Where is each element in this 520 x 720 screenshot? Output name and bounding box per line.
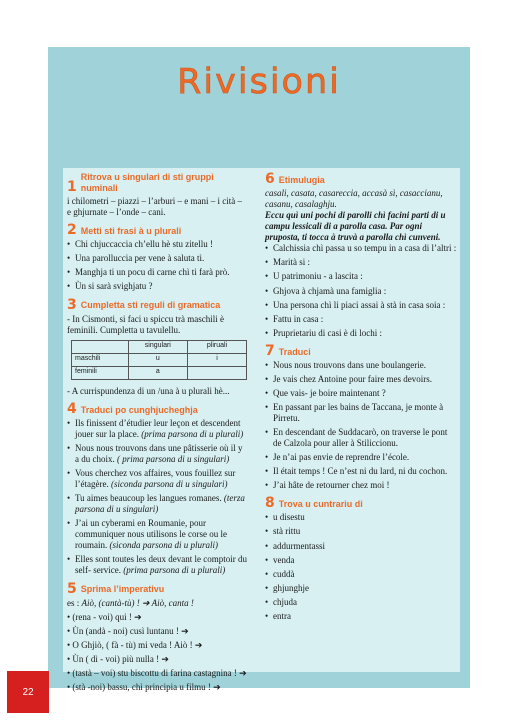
list-item: • Ghjova à chjamà una famiglia : (265, 286, 458, 297)
table-header: pliruali (188, 340, 247, 353)
exercise-4 (67, 402, 247, 577)
list-item: • (stà -noi) bassu, chì principia u filmu ! ➔ (67, 681, 221, 692)
exercise-text: casali, casata, casareccia, accasà sì, casaccianu, casanu, casalaghju. (265, 188, 443, 210)
exercise-title: Ritrova u singulari di sti gruppi numinali (80, 172, 214, 194)
exercise-text: i chilometri – piazzi – l’arburi – e mani – i cità – e ghjurnate – l’onde – cani. (67, 196, 242, 218)
exercise-5 (67, 582, 247, 693)
exercise-number: 7 (265, 342, 275, 359)
list-item: • J’ai un cyberami en Roumanie, pour communiquer nous utilisons le corse ou le roumain. (siconda parsona di u plurali) (67, 518, 247, 551)
table-cell: a (128, 366, 187, 379)
list-item: • (rena - voi) qui ! ➔ (67, 611, 142, 622)
exercise-title: Traduci po cunghjucheghja (80, 404, 198, 415)
table-cell: i (188, 353, 247, 366)
exercise-number: 8 (265, 495, 275, 512)
exercise-1 (67, 172, 247, 218)
list-item: • Il était temps ! Ce n’est ni du lard, ni du cochon. (265, 466, 458, 477)
table-header: singulari (128, 340, 187, 353)
list-item: • Je n’ai pas envie de reprendre l’école. (265, 452, 458, 463)
list-item: • Nous nous trouvons dans une boulangerie. (265, 360, 458, 371)
exercise-title: Etimulugia (278, 174, 325, 185)
table-cell: u (128, 353, 187, 366)
exercise-title: Traduci (278, 346, 311, 357)
list-item: • Fattu in casa : (265, 314, 458, 325)
table-row-label: femini​li (72, 366, 129, 379)
list-item: • Elles sont toutes les deux devant le comptoir du self- service. (prima parsona di u plurali) (67, 554, 247, 576)
exercise-number: 6 (265, 171, 275, 187)
list-item: • Nous nous trouvons dans une pâtisserie où il y a du choix. ( prima parsona di u singulari) (67, 443, 247, 465)
list-item: • Marità si : (265, 257, 458, 268)
list-item: • Chi chjuccaccia ch’ellu hè stu zitellu ! (67, 239, 247, 250)
exercise-number: 1 (67, 179, 77, 196)
exercise-text: - A currispundenza di un /una à u plurali hè... (67, 385, 230, 396)
exercise-8 (265, 496, 458, 622)
exercise-number: 2 (67, 222, 77, 239)
grammar-table (71, 340, 247, 380)
list-item: • Una persona chì li piaci assai à stà in casa soia : (265, 300, 458, 311)
exercise-6 (265, 172, 458, 339)
list-item: • ghjunghje (265, 583, 458, 594)
list-item: • Calchissia chì passa u so tempu in a casa di l’altri : (265, 243, 458, 254)
exercise-text: - In Cismonti, si faci u spiccu trà maschili è feminili. Cumpletta u tavulellu. (67, 313, 224, 335)
exercise-title: Metti sti frasi à u plurali (80, 226, 182, 237)
exercise-7 (265, 344, 458, 492)
right-column (265, 172, 458, 627)
table-cell (72, 340, 129, 353)
exercise-title: Trova u cuntrariu di (278, 499, 363, 510)
page-title: Rivisioni (177, 62, 341, 102)
exercise-instruction: Eccu quì uni pochi di parolli chì facini parti di u campu lessicali di a parolla casa. Par ogni pruposta, ti tocca à truvà a parolla chì cunveni. (265, 210, 446, 243)
list-item: • U patrimoniu - a lascita : (265, 271, 458, 282)
list-item: • Je vais chez Antoine pour faire mes devoirs. (265, 374, 458, 385)
exercise-number: 3 (67, 296, 77, 313)
list-item: • Una parolluccia per vene à saluta tì. (67, 253, 247, 264)
list-item: • stà rittu (265, 526, 458, 537)
list-item: • Ùn si sarà svighjatu ? (67, 281, 247, 292)
exercise-example: es : Aiò, (cantà-tù) ! ➔ Aiò, canta ! (67, 597, 194, 608)
list-item: • Manghja ti un pocu di carne chì ti farà prò. (67, 267, 247, 278)
list-item: • En passant par les bains de Taccana, je monte à Pirretu. (265, 402, 458, 424)
table-row-label: maschili (72, 353, 129, 366)
list-item: • Ils finissent d’étudier leur leçon et descendent jouer sur la place. (prima parsona di u plurali) (67, 418, 247, 440)
list-item: • entra (265, 611, 458, 622)
left-column (67, 172, 247, 698)
list-item: • u disestu (265, 512, 458, 523)
list-item: • Pruprietariu di casi è di lochi : (265, 328, 458, 339)
list-item: • Tu aimes beaucoup les langues romanes. (terza parsona di u singulari) (67, 493, 247, 515)
exercise-number: 4 (67, 400, 77, 417)
list-item: • chjuda (265, 597, 458, 608)
list-item: • En descendant de Suddacarò, on traverse le pont de Calzola pour aller à Stiliccionu. (265, 427, 458, 449)
list-item: • J’ai hâte de retourner chez moi ! (265, 480, 458, 491)
list-item: • Vous cherchez vos affaires, vous fouillez sur l’étagère. (siconda parsona di u singulari) (67, 468, 247, 490)
page-number: 22 (7, 671, 49, 713)
list-item: • addurmentassi (265, 541, 458, 552)
list-item: • Ùn (andà - noi) cusì luntanu ! ➔ (67, 625, 189, 636)
list-item: • venda (265, 555, 458, 566)
list-item: • O Ghjiò, ( fà - tù) mi veda ! Aiò ! ➔ (67, 639, 203, 650)
table-cell (188, 366, 247, 379)
exercise-2 (67, 223, 247, 292)
exercise-title: Sprima l’imperativu (80, 584, 165, 595)
list-item: • Que vais- je boire maintenant ? (265, 388, 458, 399)
exercise-3 (67, 298, 247, 397)
exercise-title: Cumpletta sti reguli di gramatica (80, 300, 221, 311)
list-item: • Ùn ( dì - voi) più nulla ! ➔ (67, 653, 169, 664)
exercise-number: 5 (67, 580, 77, 597)
list-item: • (tastà – voi) stu biscottu di farina castagnina ! ➔ (67, 667, 247, 678)
list-item: • cuddà (265, 569, 458, 580)
